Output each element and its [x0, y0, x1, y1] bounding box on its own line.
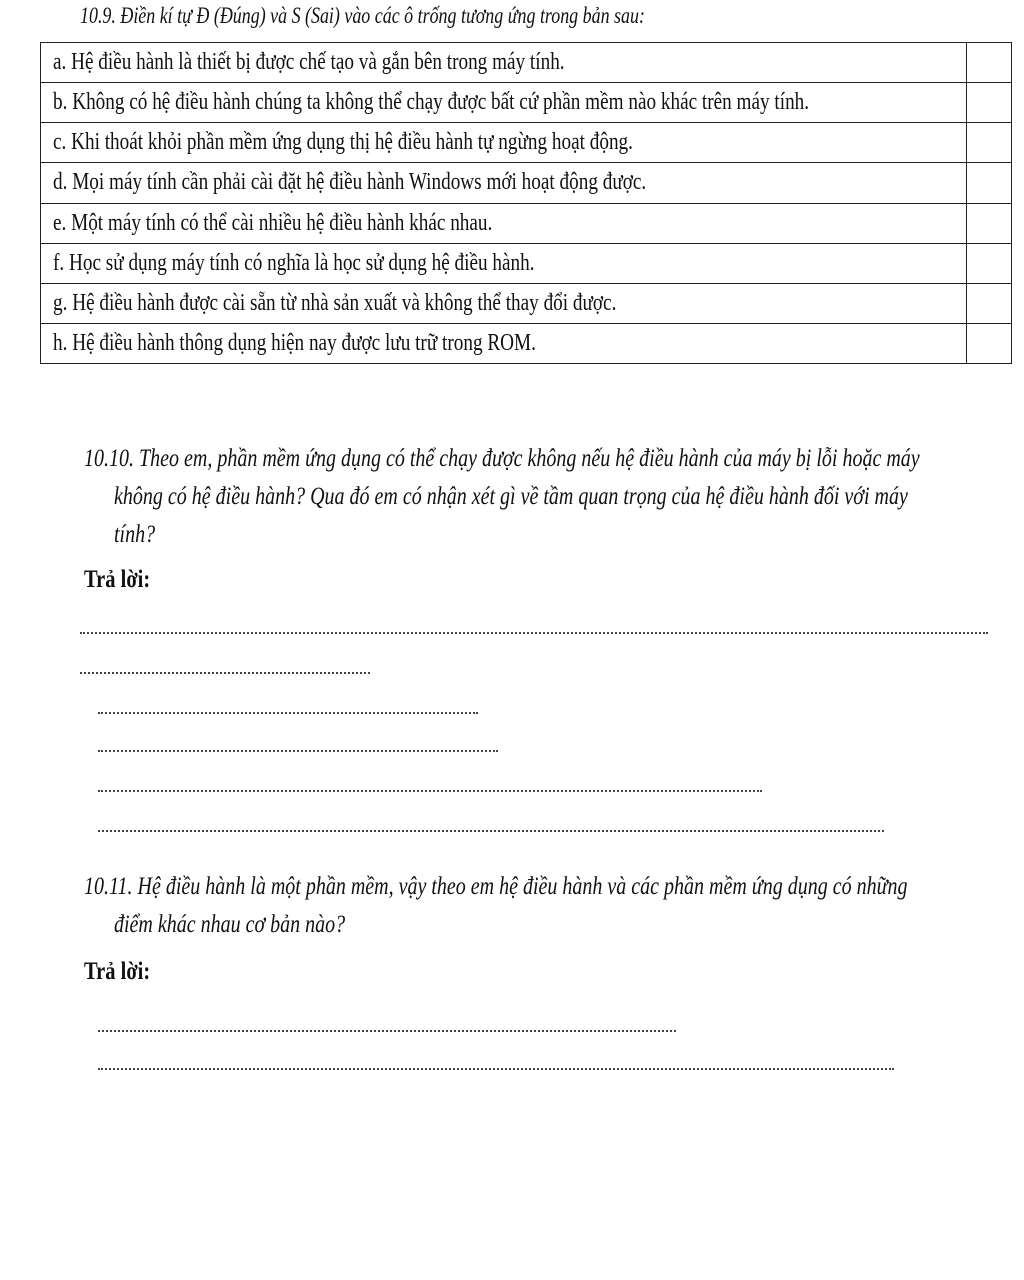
answer-line-10-10-4[interactable]	[98, 750, 498, 752]
statement-d: d. Mọi máy tính cần phải cài đặt hệ điều hành Windows mới hoạt động được.	[53, 169, 647, 196]
statement-b: b. Không có hệ điều hành chúng ta không thể chạy được bất cứ phần mềm nào khác trên máy tính.	[53, 89, 810, 116]
statement-h: h. Hệ điều hành thông dụng hiện nay được lưu trữ trong ROM.	[53, 329, 536, 356]
statement-g: g. Hệ điều hành được cài sẵn từ nhà sản xuất và không thể thay đổi được.	[53, 289, 617, 316]
answer-line-10-10-3[interactable]	[98, 712, 478, 714]
statement-cell	[41, 283, 967, 323]
answer-line-10-10-2[interactable]	[80, 672, 370, 674]
exercise-10-9-heading: 10.9. Điền kí tự Đ (Đúng) và S (Sai) vào các ô trống tương ứng trong bản sau:	[80, 3, 645, 28]
statement-cell	[41, 243, 967, 283]
answer-label-10-10: Trả lời:	[84, 566, 151, 593]
statement-cell	[41, 163, 967, 203]
statement-cell	[41, 323, 967, 363]
answer-line-10-10-5[interactable]	[98, 790, 762, 792]
answer-line-10-11-2[interactable]	[98, 1068, 894, 1070]
statement-e: e. Một máy tính có thể cài nhiều hệ điều hành khác nhau.	[53, 209, 493, 236]
answer-cell-f[interactable]	[967, 243, 1012, 283]
answer-line-10-11-1[interactable]	[98, 1030, 676, 1032]
true-false-table	[40, 42, 1012, 364]
exercise-10-11-question: 10.11. Hệ điều hành là một phần mềm, vậy theo em hệ điều hành và các phần mềm ứng dụng có những điểm khác nhau cơ bản nào?	[84, 873, 908, 938]
table-row	[41, 123, 1012, 163]
statement-c: c. Khi thoát khỏi phần mềm ứng dụng thị hệ điều hành tự ngừng hoạt động.	[53, 129, 633, 156]
answer-cell-e[interactable]	[967, 203, 1012, 243]
table-row	[41, 203, 1012, 243]
table-row	[41, 163, 1012, 203]
table-row	[41, 283, 1012, 323]
statement-cell	[41, 83, 967, 123]
answer-cell-d[interactable]	[967, 163, 1012, 203]
table-row	[41, 83, 1012, 123]
statement-cell	[41, 43, 967, 83]
answer-cell-h[interactable]	[967, 323, 1012, 363]
answer-line-10-10-6[interactable]	[98, 830, 884, 832]
answer-line-10-10-1[interactable]	[80, 632, 988, 634]
answer-cell-c[interactable]	[967, 123, 1012, 163]
table-row	[41, 43, 1012, 83]
table-row	[41, 243, 1012, 283]
answer-cell-a[interactable]	[967, 43, 1012, 83]
table-row	[41, 323, 1012, 363]
exercise-10-10-question: 10.10. Theo em, phần mềm ứng dụng có thể chạy được không nếu hệ điều hành của máy bị lỗi hoặc máy không có hệ điều hành? Qua đó em có nhận xét gì về tầm quan trọng của hệ điều hành đối với máy tính?	[84, 445, 920, 548]
statement-a: a. Hệ điều hành là thiết bị được chế tạo và gắn bên trong máy tính.	[53, 49, 565, 76]
answer-cell-b[interactable]	[967, 83, 1012, 123]
statement-cell	[41, 123, 967, 163]
answer-label-10-11: Trả lời:	[84, 958, 151, 985]
statement-cell	[41, 203, 967, 243]
answer-cell-g[interactable]	[967, 283, 1012, 323]
statement-f: f. Học sử dụng máy tính có nghĩa là học sử dụng hệ điều hành.	[53, 249, 535, 276]
